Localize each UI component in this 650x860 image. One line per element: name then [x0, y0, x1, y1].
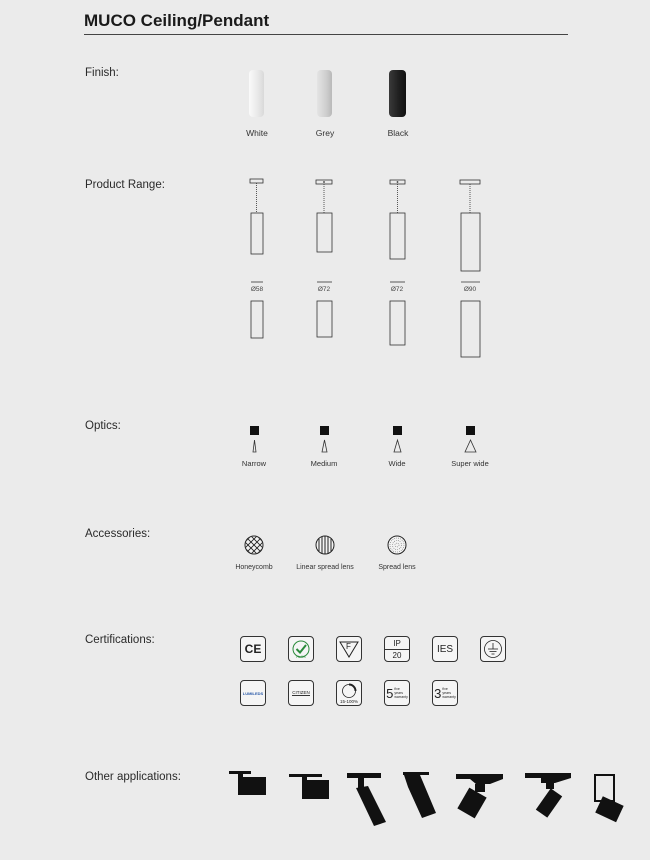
- warranty-5-line3: warranty: [394, 695, 408, 699]
- finish-white-label: White: [246, 128, 268, 138]
- diameter-label: Ø58: [250, 286, 264, 293]
- optic-label: Medium: [310, 459, 338, 468]
- warranty-3-number: 3: [434, 685, 442, 701]
- dimming-text: 15-100%: [339, 699, 358, 704]
- warranty-3-line2: years: [442, 691, 451, 695]
- optic-label: Super wide: [451, 459, 489, 468]
- surface-box-light-icon: [229, 771, 266, 795]
- wide-track-spot-icon: [456, 774, 503, 818]
- f-text: F: [346, 642, 351, 651]
- section-finish: Finish:: [85, 67, 119, 79]
- section-accessories: Accessories:: [85, 528, 151, 540]
- warranty-5-number: 5: [386, 685, 394, 701]
- diameter-label: Ø72: [390, 286, 404, 293]
- diameter-label: Ø72: [317, 286, 331, 293]
- ies-text: IES: [436, 643, 454, 655]
- ip-bottom-text: 20: [392, 650, 402, 660]
- ce-text: CE: [244, 642, 262, 656]
- angled-spot-icon: [403, 772, 436, 818]
- ip-top-text: IP: [393, 638, 401, 648]
- diameter-label: Ø90: [463, 286, 477, 293]
- section-product-range: Product Range:: [85, 179, 165, 191]
- warranty-5-line1: five: [394, 687, 400, 691]
- accessory-label: Honeycomb: [235, 564, 273, 571]
- lumileds-text: LUMILEDS: [242, 690, 264, 696]
- section-optics: Optics:: [85, 420, 121, 432]
- track-box-light-icon: [289, 774, 329, 799]
- section-other-applications: Other applications:: [85, 771, 181, 783]
- warranty-3-line3: warranty: [442, 695, 456, 699]
- track-spot-icon: [347, 773, 386, 826]
- track-spot-2-icon: [525, 773, 571, 818]
- frame-spot-icon: [595, 775, 624, 822]
- finish-grey-label: Grey: [315, 128, 335, 138]
- warranty-5-line2: years: [394, 691, 403, 695]
- section-certifications: Certifications:: [85, 634, 155, 646]
- citizen-text: CITIZEN: [292, 690, 310, 695]
- optic-label: Wide: [388, 459, 406, 468]
- finish-black-label: Black: [387, 128, 409, 138]
- accessory-label: Linear spread lens: [296, 564, 354, 571]
- warranty-3-line1: five: [442, 687, 448, 691]
- page-title: MUCO Ceiling/Pendant: [84, 11, 270, 30]
- accessory-label: Spread lens: [378, 564, 416, 571]
- optic-label: Narrow: [241, 459, 267, 468]
- rohs-text: RoHS: [296, 654, 306, 659]
